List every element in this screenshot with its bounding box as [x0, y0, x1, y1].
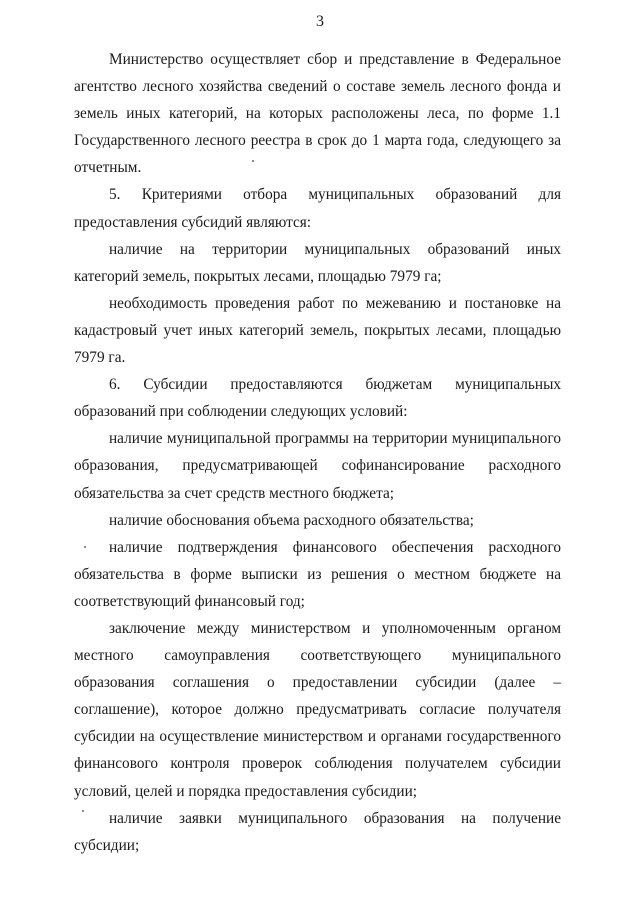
paragraph-condition-application: наличие заявки муниципального образования на получение субсидии; — [74, 809, 561, 854]
paragraph-subsidy-conditions: 6. Субсидии предоставляются бюджетам муниципальных образований при соблюдении следующих условий: — [74, 376, 561, 421]
document-body — [74, 46, 561, 859]
paragraph-condition-agreement: заключение между министерством и уполномоченным органом местного самоуправления соответствующего муниципального образования соглашения о предоставлении субсидии (далее – соглашение), которое должно предусматривать согласие получателя субсидии на осуществление министерством и органами государственного финансового контроля проверок соблюдения получателем субсидии условий, целей и порядка предоставления субсидии; — [74, 619, 561, 800]
paragraph-condition-municipal-program: наличие муниципальной программы на территории муниципального образования, предусматривающей софинансирование расходного обязательства за счет средств местного бюджета; — [74, 430, 561, 502]
scan-speck — [82, 810, 84, 812]
scan-speck — [84, 546, 86, 548]
paragraph-criterion-cadastral-works: необходимость проведения работ по межеванию и постановке на кадастровый учет иных категорий земель, покрытых лесами, площадью 7979 га. — [74, 294, 561, 367]
paragraph-selection-criteria: 5. Критериями отбора муниципальных образований для предоставления субсидий являются: — [74, 186, 561, 231]
page-number: 3 — [316, 13, 324, 30]
paragraph-condition-justification: наличие обоснования объема расходного обязательства; — [109, 511, 474, 529]
scan-speck — [252, 160, 254, 162]
paragraph-report-submission: Министерство осуществляет сбор и представление в Федеральное агентство лесного хозяйства сведений о составе земель лесного фонда и земель иных категорий, на которых расположены леса, по форме 1.1 Государственного лесного реестра в срок до 1 марта года, следующего за отчетным. — [74, 51, 561, 177]
paragraph-criterion-forest-lands: наличие на территории муниципальных образований иных категорий земель, покрытых лесами, площадью 7979 га; — [74, 240, 561, 285]
paragraph-condition-financial-confirmation: наличие подтверждения финансового обеспечения расходного обязательства в форме выписки из решения о местном бюджете на соответствующий финансовый год; — [74, 538, 561, 610]
